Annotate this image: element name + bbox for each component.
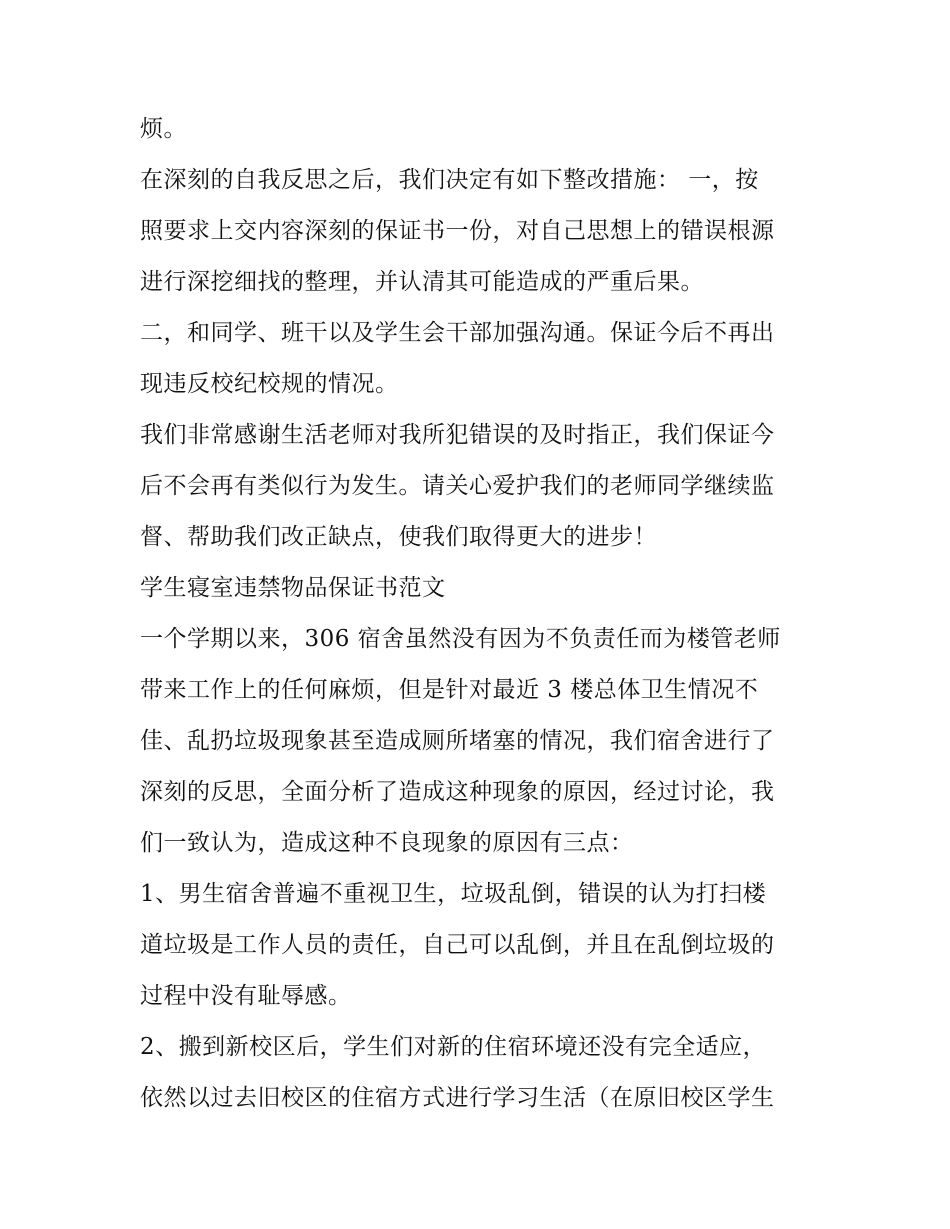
text-line: 后不会再有类似行为发生。请关心爱护我们的老师同学继续监	[140, 473, 775, 499]
text-line: 道垃圾是工作人员的责任，自己可以乱倒，并且在乱倒垃圾的	[140, 932, 775, 958]
text-line: 我们非常感谢生活老师对我所犯错误的及时指正，我们保证今	[140, 422, 775, 448]
text-line: 在深刻的自我反思之后，我们决定有如下整改措施： 一，按	[140, 167, 759, 193]
text-line: 佳、乱扔垃圾现象甚至造成厕所堵塞的情况，我们宿舍进行了	[140, 728, 775, 754]
text-line: 2、搬到新校区后，学生们对新的住宿环境还没有完全适应，	[140, 1034, 767, 1060]
text-line: 二，和同学、班干以及学生会干部加强沟通。保证今后不再出	[140, 320, 775, 346]
text-line: 们一致认为，造成这种不良现象的原因有三点：	[140, 830, 634, 856]
text-line: 现违反校纪校规的情况。	[140, 371, 399, 397]
text-line: 照要求上交内容深刻的保证书一份，对自己思想上的错误根源	[140, 218, 775, 244]
text-line: 深刻的反思，全面分析了造成这种现象的原因，经过讨论，我	[140, 779, 775, 805]
text-line: 进行深挖细找的整理，并认清其可能造成的严重后果。	[140, 269, 704, 295]
text-line: 带来工作上的任何麻烦，但是针对最近 3 楼总体卫生情况不	[140, 677, 759, 703]
section-heading: 学生寝室违禁物品保证书范文	[140, 575, 446, 601]
text-line: 烦。	[140, 116, 187, 142]
text-line: 过程中没有耻辱感。	[140, 983, 352, 1009]
text-line: 督、帮助我们改正缺点，使我们取得更大的进步！	[140, 524, 657, 550]
text-line: 1、男生宿舍普遍不重视卫生，垃圾乱倒，错误的认为打扫楼	[140, 881, 767, 907]
document-body	[140, 104, 820, 1124]
text-line: 依然以过去旧校区的住宿方式进行学习生活（在原旧校区学生	[140, 1085, 775, 1111]
text-line: 一个学期以来，306 宿舍虽然没有因为不负责任而为楼管老师	[140, 626, 781, 652]
